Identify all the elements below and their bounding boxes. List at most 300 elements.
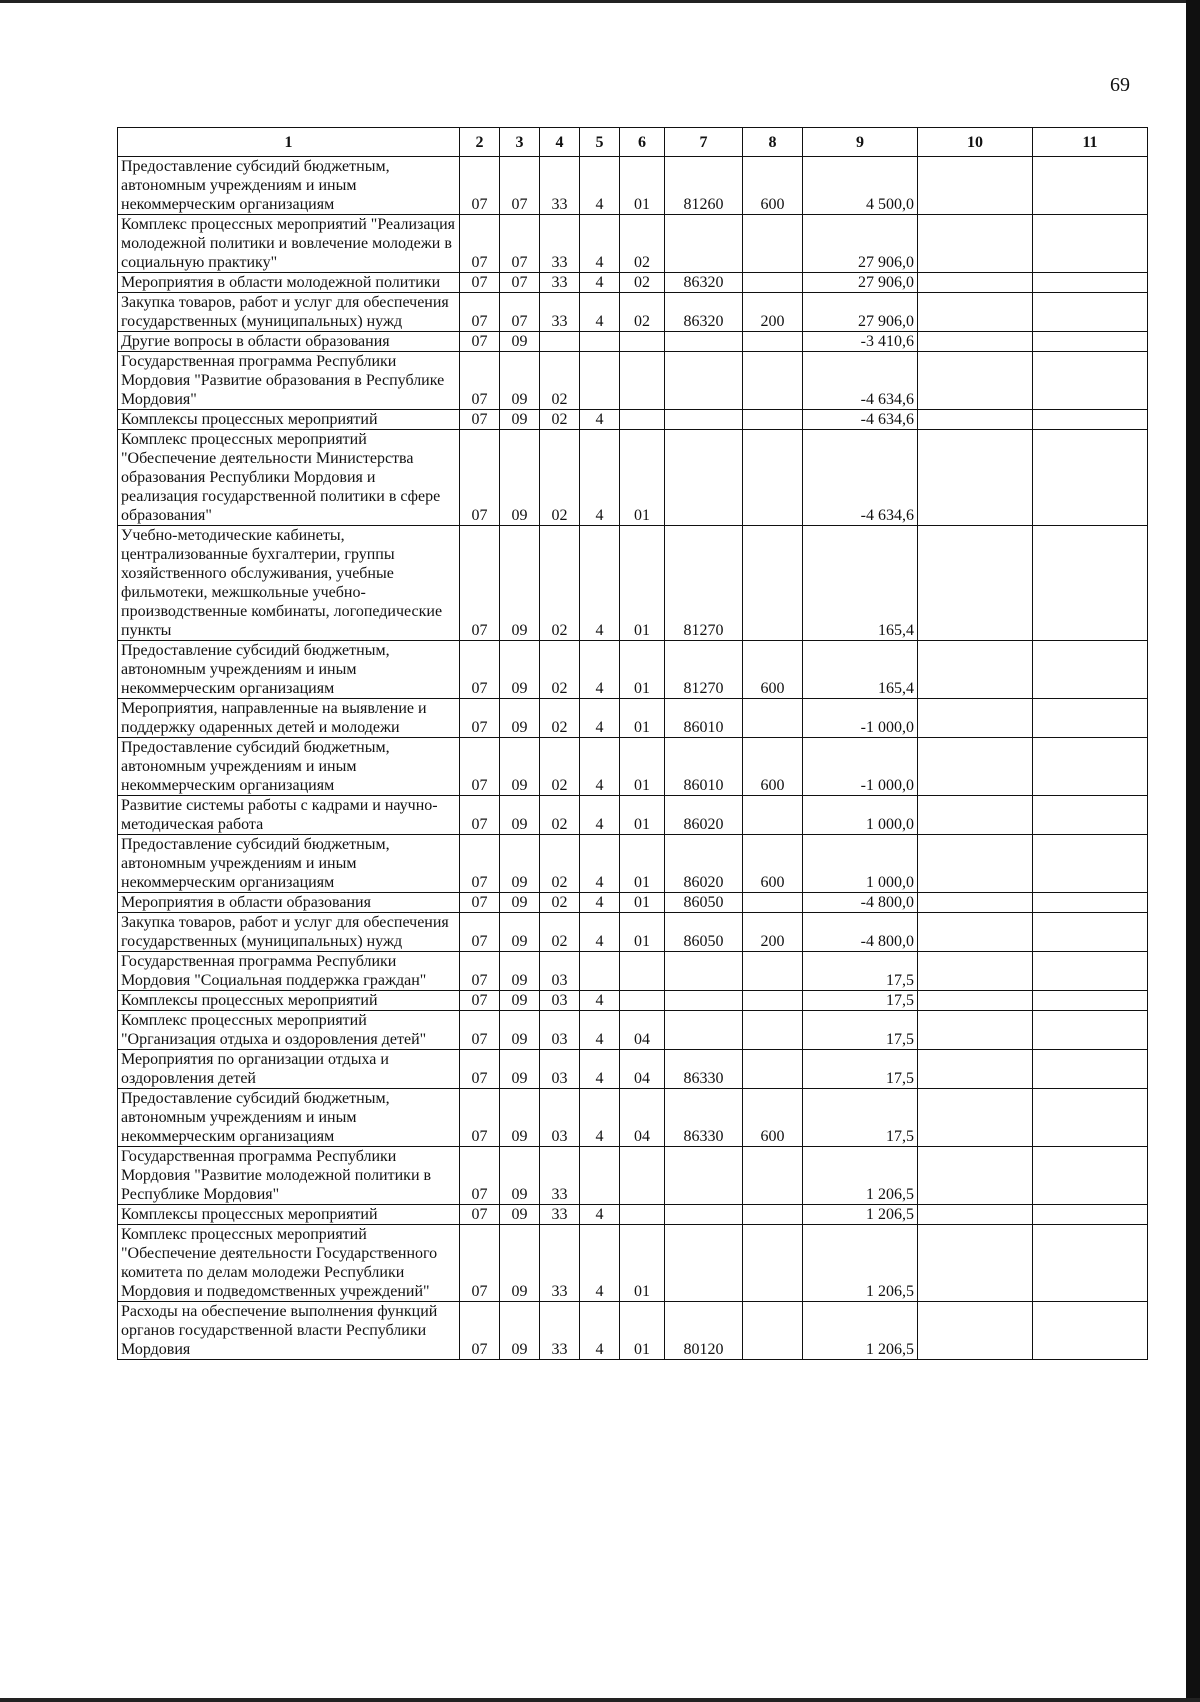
- row-name: Комплексы процессных мероприятий: [118, 991, 460, 1011]
- row-code-c3: 09: [500, 796, 540, 835]
- row-code-c6: 01: [620, 835, 665, 893]
- row-empty-cell: [1033, 526, 1148, 641]
- row-empty-cell: [918, 526, 1033, 641]
- row-empty-cell: [918, 1205, 1033, 1225]
- row-code-c4: 02: [540, 738, 580, 796]
- row-code-c5: 4: [580, 273, 620, 293]
- column-header: 11: [1033, 128, 1148, 157]
- row-code-c2: 07: [460, 293, 500, 332]
- row-code-c7: [665, 352, 743, 410]
- row-code-c7: 81270: [665, 526, 743, 641]
- row-empty-cell: [918, 699, 1033, 738]
- table-row: [118, 430, 1148, 526]
- row-empty-cell: [1033, 332, 1148, 352]
- row-code-c7: [665, 1205, 743, 1225]
- row-code-c5: 4: [580, 796, 620, 835]
- row-code-c2: 07: [460, 1205, 500, 1225]
- row-code-c6: 04: [620, 1011, 665, 1050]
- row-code-c7: [665, 1225, 743, 1302]
- row-code-c5: 4: [580, 893, 620, 913]
- column-header: 1: [118, 128, 460, 157]
- row-code-c4: 02: [540, 430, 580, 526]
- row-empty-cell: [1033, 1225, 1148, 1302]
- row-code-c8: [743, 430, 803, 526]
- row-code-c2: 07: [460, 1089, 500, 1147]
- row-empty-cell: [918, 1302, 1033, 1360]
- row-code-c6: [620, 952, 665, 991]
- row-empty-cell: [1033, 699, 1148, 738]
- row-code-c3: 09: [500, 699, 540, 738]
- row-code-c6: [620, 1147, 665, 1205]
- table-row: [118, 410, 1148, 430]
- row-code-c3: 09: [500, 1205, 540, 1225]
- row-code-c5: [580, 352, 620, 410]
- row-code-c4: 03: [540, 1089, 580, 1147]
- row-code-c4: 02: [540, 641, 580, 699]
- row-empty-cell: [918, 1089, 1033, 1147]
- row-code-c3: 09: [500, 913, 540, 952]
- row-code-c5: 4: [580, 1302, 620, 1360]
- row-code-c2: 07: [460, 699, 500, 738]
- row-code-c2: 07: [460, 1147, 500, 1205]
- row-name: Государственная программа Республики Мордовия "Социальная поддержка граждан": [118, 952, 460, 991]
- row-name: Учебно-методические кабинеты, централизованные бухгалтерии, группы хозяйственного обслуживания, учебные фильмотеки, межшкольные учебно-производственные комбинаты, логопедические пункты: [118, 526, 460, 641]
- row-code-c3: 09: [500, 1147, 540, 1205]
- row-code-c8: 200: [743, 913, 803, 952]
- row-code-c2: 07: [460, 1050, 500, 1089]
- row-amount: -1 000,0: [803, 738, 918, 796]
- row-code-c2: 07: [460, 1302, 500, 1360]
- row-name: Государственная программа Республики Мордовия "Развитие молодежной политики в Республике Мордовия": [118, 1147, 460, 1205]
- row-code-c7: 86020: [665, 835, 743, 893]
- row-code-c6: 02: [620, 273, 665, 293]
- row-code-c8: [743, 1302, 803, 1360]
- row-empty-cell: [918, 293, 1033, 332]
- row-code-c6: 01: [620, 913, 665, 952]
- row-code-c6: 01: [620, 641, 665, 699]
- table-row: [118, 352, 1148, 410]
- row-code-c7: [665, 410, 743, 430]
- row-code-c7: 86050: [665, 893, 743, 913]
- row-code-c8: [743, 410, 803, 430]
- scan-right-edge: [1186, 0, 1200, 1702]
- table-row: [118, 1147, 1148, 1205]
- row-code-c3: 09: [500, 410, 540, 430]
- row-empty-cell: [918, 430, 1033, 526]
- row-name: Государственная программа Республики Мордовия "Развитие образования в Республике Мордовия": [118, 352, 460, 410]
- row-code-c3: 07: [500, 273, 540, 293]
- row-code-c7: 81270: [665, 641, 743, 699]
- row-code-c7: 86320: [665, 293, 743, 332]
- row-empty-cell: [918, 796, 1033, 835]
- page-number: 69: [1110, 74, 1130, 96]
- row-code-c5: 4: [580, 1011, 620, 1050]
- column-header: 3: [500, 128, 540, 157]
- row-code-c4: 33: [540, 157, 580, 215]
- column-header: 8: [743, 128, 803, 157]
- row-code-c3: 07: [500, 215, 540, 273]
- row-code-c4: [540, 332, 580, 352]
- row-code-c8: 600: [743, 641, 803, 699]
- row-code-c8: [743, 332, 803, 352]
- row-code-c2: 07: [460, 952, 500, 991]
- row-code-c2: 07: [460, 738, 500, 796]
- row-code-c4: 03: [540, 952, 580, 991]
- row-code-c4: 33: [540, 293, 580, 332]
- row-empty-cell: [1033, 352, 1148, 410]
- row-empty-cell: [918, 157, 1033, 215]
- row-code-c8: [743, 352, 803, 410]
- row-amount: 17,5: [803, 1089, 918, 1147]
- row-empty-cell: [1033, 1050, 1148, 1089]
- row-code-c6: 01: [620, 893, 665, 913]
- row-code-c8: [743, 699, 803, 738]
- row-name: Комплекс процессных мероприятий "Организация отдыха и оздоровления детей": [118, 1011, 460, 1050]
- table-row: [118, 991, 1148, 1011]
- row-code-c7: 86330: [665, 1050, 743, 1089]
- row-code-c5: [580, 1147, 620, 1205]
- row-code-c4: 02: [540, 526, 580, 641]
- row-code-c6: [620, 1205, 665, 1225]
- row-code-c2: 07: [460, 893, 500, 913]
- row-empty-cell: [918, 215, 1033, 273]
- table-row: [118, 1225, 1148, 1302]
- row-empty-cell: [1033, 1147, 1148, 1205]
- row-code-c8: [743, 952, 803, 991]
- row-code-c3: 09: [500, 991, 540, 1011]
- row-code-c8: [743, 796, 803, 835]
- table-row: [118, 526, 1148, 641]
- row-code-c5: 4: [580, 699, 620, 738]
- row-code-c7: [665, 215, 743, 273]
- column-header: 9: [803, 128, 918, 157]
- row-code-c2: 07: [460, 410, 500, 430]
- row-empty-cell: [1033, 913, 1148, 952]
- row-code-c7: 86010: [665, 738, 743, 796]
- row-code-c2: 07: [460, 796, 500, 835]
- row-code-c7: 86050: [665, 913, 743, 952]
- row-code-c7: [665, 991, 743, 1011]
- column-header: 10: [918, 128, 1033, 157]
- table-row: [118, 913, 1148, 952]
- row-code-c7: 80120: [665, 1302, 743, 1360]
- row-code-c3: 07: [500, 157, 540, 215]
- row-code-c5: 4: [580, 157, 620, 215]
- table-row: [118, 1205, 1148, 1225]
- row-code-c4: 33: [540, 1147, 580, 1205]
- row-code-c2: 07: [460, 273, 500, 293]
- row-empty-cell: [918, 332, 1033, 352]
- row-empty-cell: [918, 1225, 1033, 1302]
- row-code-c5: 4: [580, 526, 620, 641]
- row-code-c6: [620, 332, 665, 352]
- row-code-c4: 02: [540, 913, 580, 952]
- row-code-c5: 4: [580, 215, 620, 273]
- row-code-c8: 600: [743, 738, 803, 796]
- row-empty-cell: [1033, 835, 1148, 893]
- row-code-c3: 07: [500, 293, 540, 332]
- row-code-c8: 600: [743, 1089, 803, 1147]
- row-code-c3: 09: [500, 893, 540, 913]
- row-code-c4: 03: [540, 991, 580, 1011]
- row-code-c7: 86020: [665, 796, 743, 835]
- row-empty-cell: [1033, 273, 1148, 293]
- column-header: 7: [665, 128, 743, 157]
- row-amount: -4 634,6: [803, 410, 918, 430]
- row-empty-cell: [1033, 1011, 1148, 1050]
- row-code-c5: [580, 952, 620, 991]
- row-code-c3: 09: [500, 835, 540, 893]
- row-code-c3: 09: [500, 352, 540, 410]
- row-amount: -4 800,0: [803, 893, 918, 913]
- column-header: 4: [540, 128, 580, 157]
- row-amount: -1 000,0: [803, 699, 918, 738]
- row-name: Мероприятия по организации отдыха и оздоровления детей: [118, 1050, 460, 1089]
- row-amount: 1 206,5: [803, 1147, 918, 1205]
- row-amount: 17,5: [803, 1011, 918, 1050]
- row-code-c8: [743, 1205, 803, 1225]
- row-empty-cell: [1033, 430, 1148, 526]
- row-empty-cell: [1033, 991, 1148, 1011]
- row-code-c6: [620, 352, 665, 410]
- row-name: Предоставление субсидий бюджетным, автономным учреждениям и иным некоммерческим организациям: [118, 157, 460, 215]
- table-row: [118, 952, 1148, 991]
- row-name: Закупка товаров, работ и услуг для обеспечения государственных (муниципальных) нужд: [118, 293, 460, 332]
- row-empty-cell: [918, 952, 1033, 991]
- row-code-c2: 07: [460, 352, 500, 410]
- row-code-c6: 01: [620, 526, 665, 641]
- row-code-c3: 09: [500, 1050, 540, 1089]
- row-code-c5: 4: [580, 1050, 620, 1089]
- row-code-c6: 01: [620, 1302, 665, 1360]
- row-name: Другие вопросы в области образования: [118, 332, 460, 352]
- row-code-c7: 86010: [665, 699, 743, 738]
- row-name: Мероприятия в области образования: [118, 893, 460, 913]
- row-code-c4: 33: [540, 1205, 580, 1225]
- row-code-c8: [743, 273, 803, 293]
- row-code-c2: 07: [460, 1225, 500, 1302]
- row-code-c6: 01: [620, 796, 665, 835]
- row-empty-cell: [1033, 738, 1148, 796]
- row-code-c4: 33: [540, 215, 580, 273]
- row-code-c8: 600: [743, 157, 803, 215]
- row-code-c8: [743, 526, 803, 641]
- row-empty-cell: [1033, 641, 1148, 699]
- row-code-c8: [743, 991, 803, 1011]
- row-code-c3: 09: [500, 332, 540, 352]
- row-code-c4: 33: [540, 1302, 580, 1360]
- row-name: Предоставление субсидий бюджетным, автономным учреждениям и иным некоммерческим организациям: [118, 835, 460, 893]
- row-amount: 27 906,0: [803, 215, 918, 273]
- row-code-c4: 02: [540, 352, 580, 410]
- row-code-c7: 81260: [665, 157, 743, 215]
- row-code-c8: [743, 1011, 803, 1050]
- row-code-c3: 09: [500, 526, 540, 641]
- scan-top-edge: [0, 0, 1200, 3]
- table-row: [118, 893, 1148, 913]
- row-code-c4: 33: [540, 1225, 580, 1302]
- row-amount: 1 206,5: [803, 1225, 918, 1302]
- table-row: [118, 641, 1148, 699]
- row-empty-cell: [1033, 1302, 1148, 1360]
- table-row: [118, 738, 1148, 796]
- row-code-c2: 07: [460, 1011, 500, 1050]
- row-code-c2: 07: [460, 332, 500, 352]
- row-code-c2: 07: [460, 835, 500, 893]
- row-amount: 1 206,5: [803, 1205, 918, 1225]
- row-code-c5: 4: [580, 430, 620, 526]
- row-code-c4: 33: [540, 273, 580, 293]
- row-code-c3: 09: [500, 1302, 540, 1360]
- table-row: [118, 273, 1148, 293]
- row-code-c3: 09: [500, 952, 540, 991]
- row-code-c6: 04: [620, 1050, 665, 1089]
- row-amount: 4 500,0: [803, 157, 918, 215]
- row-amount: -4 800,0: [803, 913, 918, 952]
- row-name: Закупка товаров, работ и услуг для обеспечения государственных (муниципальных) нужд: [118, 913, 460, 952]
- table-body: [118, 157, 1148, 1360]
- row-code-c7: 86320: [665, 273, 743, 293]
- row-code-c6: 01: [620, 699, 665, 738]
- row-code-c5: 4: [580, 1089, 620, 1147]
- row-code-c7: [665, 1011, 743, 1050]
- row-code-c5: 4: [580, 1205, 620, 1225]
- row-code-c7: [665, 952, 743, 991]
- table-row: [118, 293, 1148, 332]
- row-code-c6: 02: [620, 293, 665, 332]
- row-code-c4: 02: [540, 835, 580, 893]
- row-code-c3: 09: [500, 1011, 540, 1050]
- row-empty-cell: [918, 273, 1033, 293]
- row-code-c4: 03: [540, 1050, 580, 1089]
- row-name: Расходы на обеспечение выполнения функций органов государственной власти Республики Мордовия: [118, 1302, 460, 1360]
- row-code-c7: 86330: [665, 1089, 743, 1147]
- row-code-c2: 07: [460, 913, 500, 952]
- row-empty-cell: [1033, 1089, 1148, 1147]
- row-code-c6: [620, 410, 665, 430]
- table-row: [118, 1302, 1148, 1360]
- row-code-c7: [665, 332, 743, 352]
- row-empty-cell: [1033, 157, 1148, 215]
- table-row: [118, 332, 1148, 352]
- row-empty-cell: [1033, 1205, 1148, 1225]
- table-row: [118, 1011, 1148, 1050]
- row-amount: -3 410,6: [803, 332, 918, 352]
- row-empty-cell: [1033, 952, 1148, 991]
- row-code-c7: [665, 430, 743, 526]
- row-amount: 165,4: [803, 641, 918, 699]
- row-empty-cell: [1033, 796, 1148, 835]
- row-empty-cell: [1033, 893, 1148, 913]
- row-code-c2: 07: [460, 215, 500, 273]
- row-empty-cell: [1033, 215, 1148, 273]
- row-name: Предоставление субсидий бюджетным, автономным учреждениям и иным некоммерческим организациям: [118, 738, 460, 796]
- row-code-c2: 07: [460, 430, 500, 526]
- row-empty-cell: [918, 1011, 1033, 1050]
- row-code-c6: 01: [620, 1225, 665, 1302]
- row-code-c4: 03: [540, 1011, 580, 1050]
- row-code-c5: 4: [580, 991, 620, 1011]
- row-code-c2: 07: [460, 641, 500, 699]
- table-row: [118, 157, 1148, 215]
- row-code-c4: 02: [540, 410, 580, 430]
- row-code-c6: 01: [620, 157, 665, 215]
- row-code-c5: 4: [580, 410, 620, 430]
- row-code-c8: [743, 1225, 803, 1302]
- row-code-c8: [743, 215, 803, 273]
- row-code-c8: 600: [743, 835, 803, 893]
- row-amount: 27 906,0: [803, 293, 918, 332]
- row-code-c8: [743, 1050, 803, 1089]
- row-amount: 165,4: [803, 526, 918, 641]
- row-empty-cell: [918, 410, 1033, 430]
- row-code-c2: 07: [460, 157, 500, 215]
- row-name: Мероприятия в области молодежной политики: [118, 273, 460, 293]
- column-header: 5: [580, 128, 620, 157]
- row-name: Предоставление субсидий бюджетным, автономным учреждениям и иным некоммерческим организациям: [118, 641, 460, 699]
- row-amount: 1 206,5: [803, 1302, 918, 1360]
- row-empty-cell: [918, 913, 1033, 952]
- row-empty-cell: [918, 835, 1033, 893]
- row-name: Развитие системы работы с кадрами и научно-методическая работа: [118, 796, 460, 835]
- row-code-c5: 4: [580, 293, 620, 332]
- row-empty-cell: [918, 352, 1033, 410]
- row-code-c4: 02: [540, 699, 580, 738]
- row-code-c3: 09: [500, 1089, 540, 1147]
- row-code-c3: 09: [500, 641, 540, 699]
- row-amount: -4 634,6: [803, 352, 918, 410]
- table-row: [118, 835, 1148, 893]
- row-empty-cell: [918, 641, 1033, 699]
- row-amount: 17,5: [803, 991, 918, 1011]
- row-code-c5: 4: [580, 738, 620, 796]
- row-name: Комплекс процессных мероприятий "Обеспечение деятельности Министерства образования Республики Мордовия и реализация государственной политики в сфере образования": [118, 430, 460, 526]
- row-code-c6: 01: [620, 430, 665, 526]
- row-amount: 1 000,0: [803, 796, 918, 835]
- row-code-c5: 4: [580, 1225, 620, 1302]
- table-header-row: [118, 128, 1148, 157]
- row-amount: 17,5: [803, 1050, 918, 1089]
- row-name: Предоставление субсидий бюджетным, автономным учреждениям и иным некоммерческим организациям: [118, 1089, 460, 1147]
- scan-bottom-edge: [0, 1698, 1200, 1702]
- row-code-c5: [580, 332, 620, 352]
- row-code-c2: 07: [460, 991, 500, 1011]
- table-row: [118, 796, 1148, 835]
- row-name: Комплекс процессных мероприятий "Реализация молодежной политики и вовлечение молодежи в социальную практику": [118, 215, 460, 273]
- row-amount: 17,5: [803, 952, 918, 991]
- row-code-c5: 4: [580, 913, 620, 952]
- row-name: Мероприятия, направленные на выявление и поддержку одаренных детей и молодежи: [118, 699, 460, 738]
- row-amount: -4 634,6: [803, 430, 918, 526]
- budget-table: [117, 127, 1148, 1360]
- table-row: [118, 215, 1148, 273]
- table-row: [118, 699, 1148, 738]
- row-code-c6: 01: [620, 738, 665, 796]
- row-code-c5: 4: [580, 835, 620, 893]
- row-code-c8: 200: [743, 293, 803, 332]
- row-code-c7: [665, 1147, 743, 1205]
- row-code-c4: 02: [540, 893, 580, 913]
- row-name: Комплекс процессных мероприятий "Обеспечение деятельности Государственного комитета по делам молодежи Республики Мордовия и подведомственных учреждений": [118, 1225, 460, 1302]
- row-empty-cell: [918, 1147, 1033, 1205]
- row-code-c5: 4: [580, 641, 620, 699]
- column-header: 2: [460, 128, 500, 157]
- row-name: Комплексы процессных мероприятий: [118, 1205, 460, 1225]
- row-code-c3: 09: [500, 430, 540, 526]
- row-empty-cell: [1033, 410, 1148, 430]
- column-header: 6: [620, 128, 665, 157]
- row-empty-cell: [918, 991, 1033, 1011]
